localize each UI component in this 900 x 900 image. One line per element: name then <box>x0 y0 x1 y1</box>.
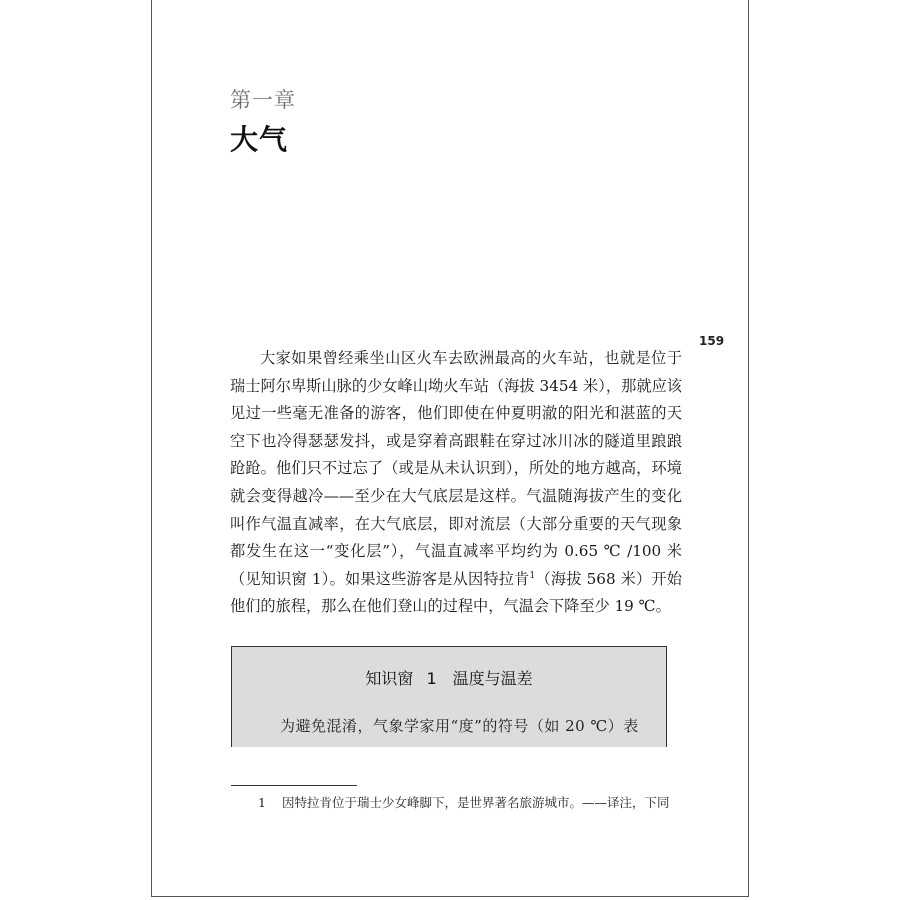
knowledge-box-title: 知识窗 1 温度与温差 <box>365 669 533 688</box>
body-paragraph <box>230 345 682 621</box>
page-number: 159 <box>699 334 725 348</box>
footnote-text: 因特拉肯位于瑞士少女峰脚下，是世界著名旅游城市。——译注，下同 <box>282 795 670 810</box>
footnote-divider <box>231 785 357 786</box>
knowledge-box-text: 为避免混淆，气象学家用“度”的符号（如 20 ℃）表 <box>280 717 639 735</box>
book-page <box>151 0 749 897</box>
footnote-number: 1 <box>258 795 266 810</box>
footnote-reference: 1 <box>529 570 536 581</box>
chapter-title: 大气 <box>230 123 289 156</box>
knowledge-box <box>231 646 667 747</box>
paragraph-text-part1: 大家如果曾经乘坐山区火车去欧洲最高的火车站，也就是位于瑞士阿尔卑斯山脉的少女峰山坳火车站（海拔 3454 米），那就应该见过一些毫无准备的游客，他们即使在仲夏明澈的阳光和湛蓝的天空下也冷得瑟瑟发抖，或是穿着高跟鞋在穿过冰川冰的隧道里踉踉跄跄。他们只不过忘了（或是从未认识到），所处的地方越高，环境就会变得越冷——至少在大气底层是这样。气温随海拔产生的变化叫作气温直减率，在大气底层，即对流层（大部分重要的天气现象都发生在这一“变化层”），气温直减率平均约为 0.65 ℃ /100 米（见知识窗 1）。如果这些游客是从因特拉肯 <box>230 349 682 588</box>
paragraph-text-part2: （海拔 568 米）开始他们的旅程，那么在他们登山的过程中，气温会下降至少 19 ℃。 <box>230 569 682 616</box>
footnote <box>258 793 670 811</box>
chapter-label: 第一章 <box>230 88 296 112</box>
